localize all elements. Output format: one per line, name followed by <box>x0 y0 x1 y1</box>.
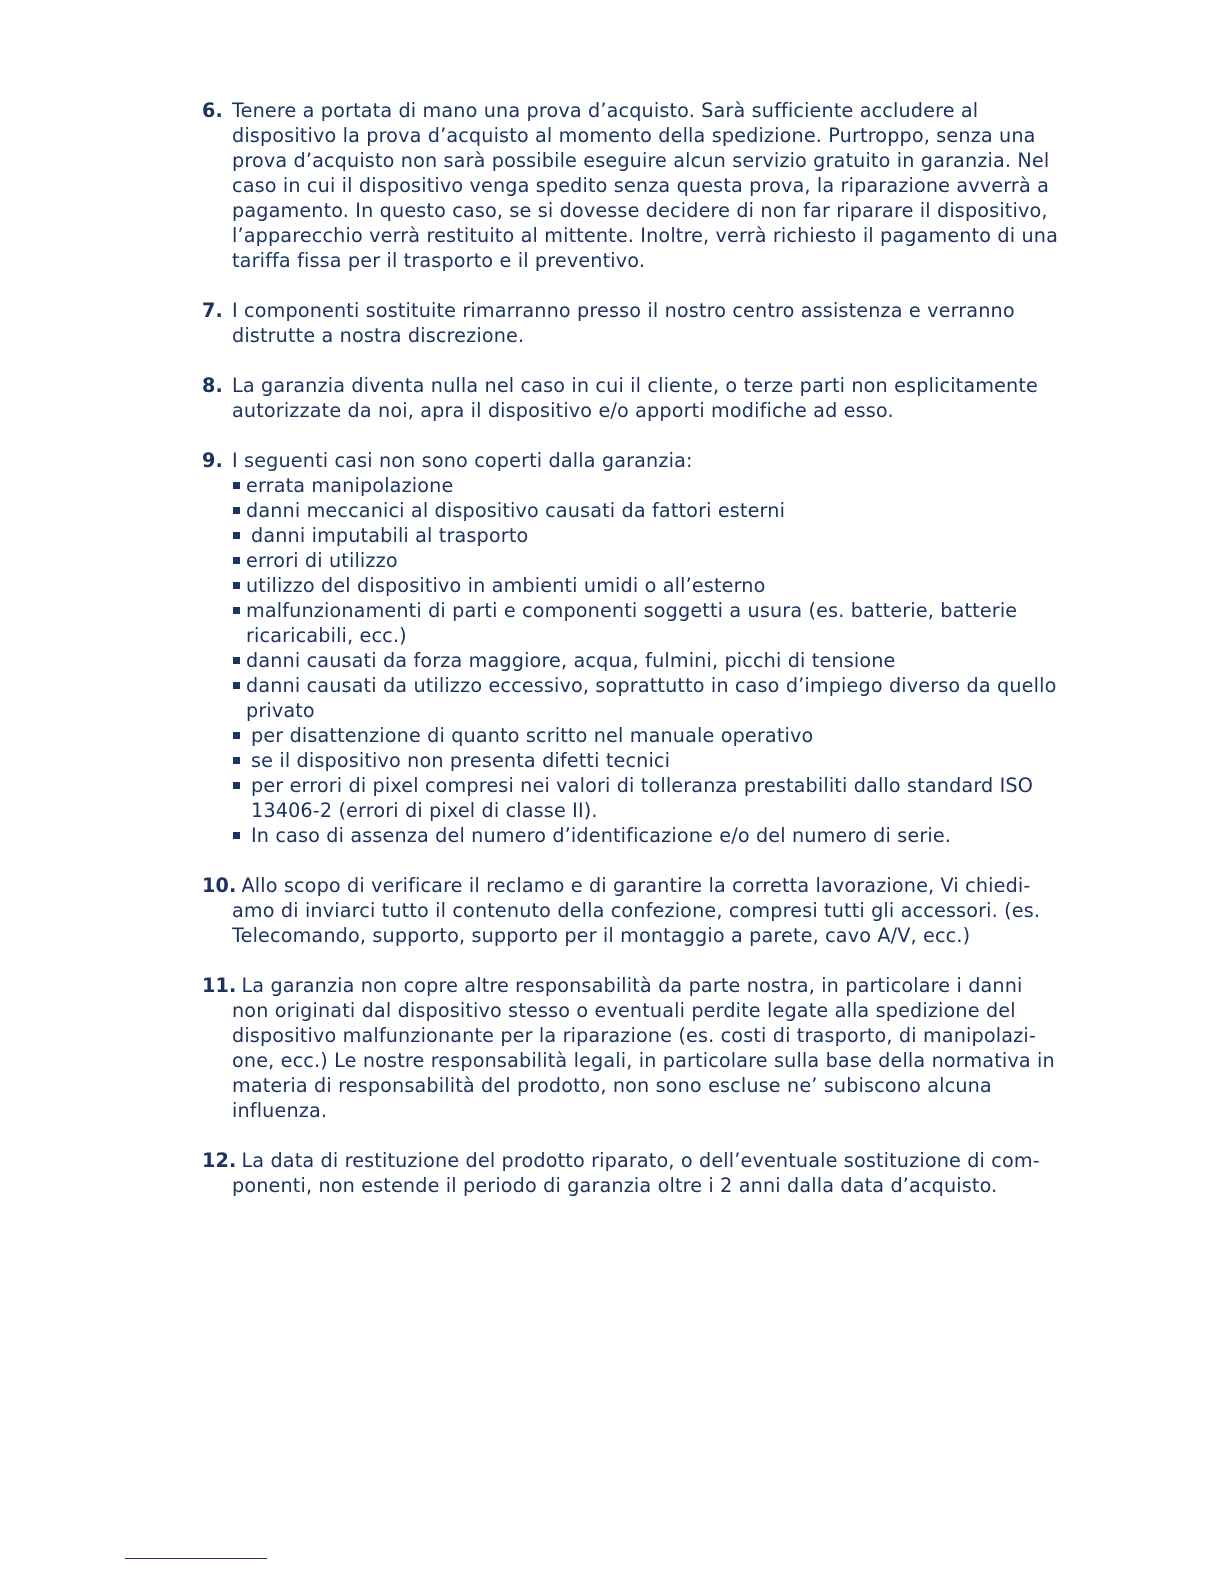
item-text: La data di restituzione del prodotto riparato, o dell’eventuale sostituzione di componenti, non estende il periodo di garanzia oltre i 2 anni dalla data d’acquisto. <box>232 1149 1040 1197</box>
bullet-item: errata manipolazione <box>232 473 1062 498</box>
item-number: 6. <box>202 99 223 122</box>
bullet-item: danni imputabili al trasporto <box>232 523 1062 548</box>
item-text: Allo scopo di verificare il reclamo e di garantire la corretta lavorazione, Vi chiediamo di inviarci tutto il contenuto della confezione, compresi tutti gli accessori. (es. Telecomando, supporto, supporto per il montaggio a parete, cavo A/V, ecc.) <box>232 874 1041 947</box>
bullet-item: utilizzo del dispositivo in ambienti umidi o all’esterno <box>232 573 1062 598</box>
list-item-10 <box>202 873 1062 948</box>
bullet-item: danni causati da forza maggiore, acqua, fulmini, picchi di tensione <box>232 648 1062 673</box>
bullet-item: In caso di assenza del numero d’identificazione e/o del numero di serie. <box>232 823 1062 848</box>
list-item-12 <box>202 1148 1062 1198</box>
item-text: La garanzia non copre altre responsabilità da parte nostra, in particolare i danni non originati dal dispositivo stesso o eventuali perdite legate alla spedizione del dispositivo malfunzionante per la riparazione (es. costi di trasporto, di manipolazione, ecc.) Le nostre responsabilità legali, in particolare sulla base della normativa in materia di responsabilità del prodotto, non sono escluse ne’ subiscono alcuna influenza. <box>232 974 1055 1122</box>
item-number: 11. <box>202 974 237 997</box>
item-text: I componenti sostituite rimarranno presso il nostro centro assistenza e verranno distrutte a nostra discrezione. <box>232 299 1015 347</box>
item-number: 7. <box>202 299 223 322</box>
item-number: 9. <box>202 449 223 472</box>
bullet-item: se il dispositivo non presenta difetti tecnici <box>232 748 1062 773</box>
list-item-6 <box>202 98 1062 273</box>
footer-rule-line <box>125 1558 267 1559</box>
item-number: 8. <box>202 374 223 397</box>
item-text: I seguenti casi non sono coperti dalla garanzia: <box>232 449 693 472</box>
item-text: Tenere a portata di mano una prova d’acquisto. Sarà sufficiente accludere al dispositivo la prova d’acquisto al momento della spedizione. Purtroppo, senza una prova d’acquisto non sarà possibile eseguire alcun servizio gratuito in garanzia. Nel caso in cui il dispositivo venga spedito senza questa prova, la riparazione avverrà a pagamento. In questo caso, se si dovesse decidere di non far riparare il dispositivo, l’apparecchio verrà restituito al mittente. Inoltre, verrà richiesto il pagamento di una tariffa fissa per il trasporto e il preventivo. <box>232 99 1059 272</box>
item-number: 12. <box>202 1149 237 1172</box>
bullet-item: errori di utilizzo <box>232 548 1062 573</box>
list-item-7 <box>202 298 1062 348</box>
list-item-11 <box>202 973 1062 1123</box>
bullet-item: per errori di pixel compresi nei valori di tolleranza prestabiliti dallo standard ISO 13406-2 (errori di pixel di classe II). <box>232 773 1062 823</box>
warranty-terms-list <box>202 98 1062 1223</box>
bullet-item: danni causati da utilizzo eccessivo, soprattutto in caso d’impiego diverso da quello privato <box>232 673 1062 723</box>
bullet-item: malfunzionamenti di parti e componenti soggetti a usura (es. batterie, batterie ricaricabili, ecc.) <box>232 598 1062 648</box>
item-number: 10. <box>202 874 237 897</box>
list-item-8 <box>202 373 1062 423</box>
exclusions-list <box>232 473 1062 848</box>
list-item-9 <box>202 448 1062 848</box>
bullet-item: per disattenzione di quanto scritto nel manuale operativo <box>232 723 1062 748</box>
bullet-item: danni meccanici al dispositivo causati da fattori esterni <box>232 498 1062 523</box>
item-text: La garanzia diventa nulla nel caso in cui il cliente, o terze parti non esplicitamente autorizzate da noi, apra il dispositivo e/o apporti modifiche ad esso. <box>232 374 1038 422</box>
